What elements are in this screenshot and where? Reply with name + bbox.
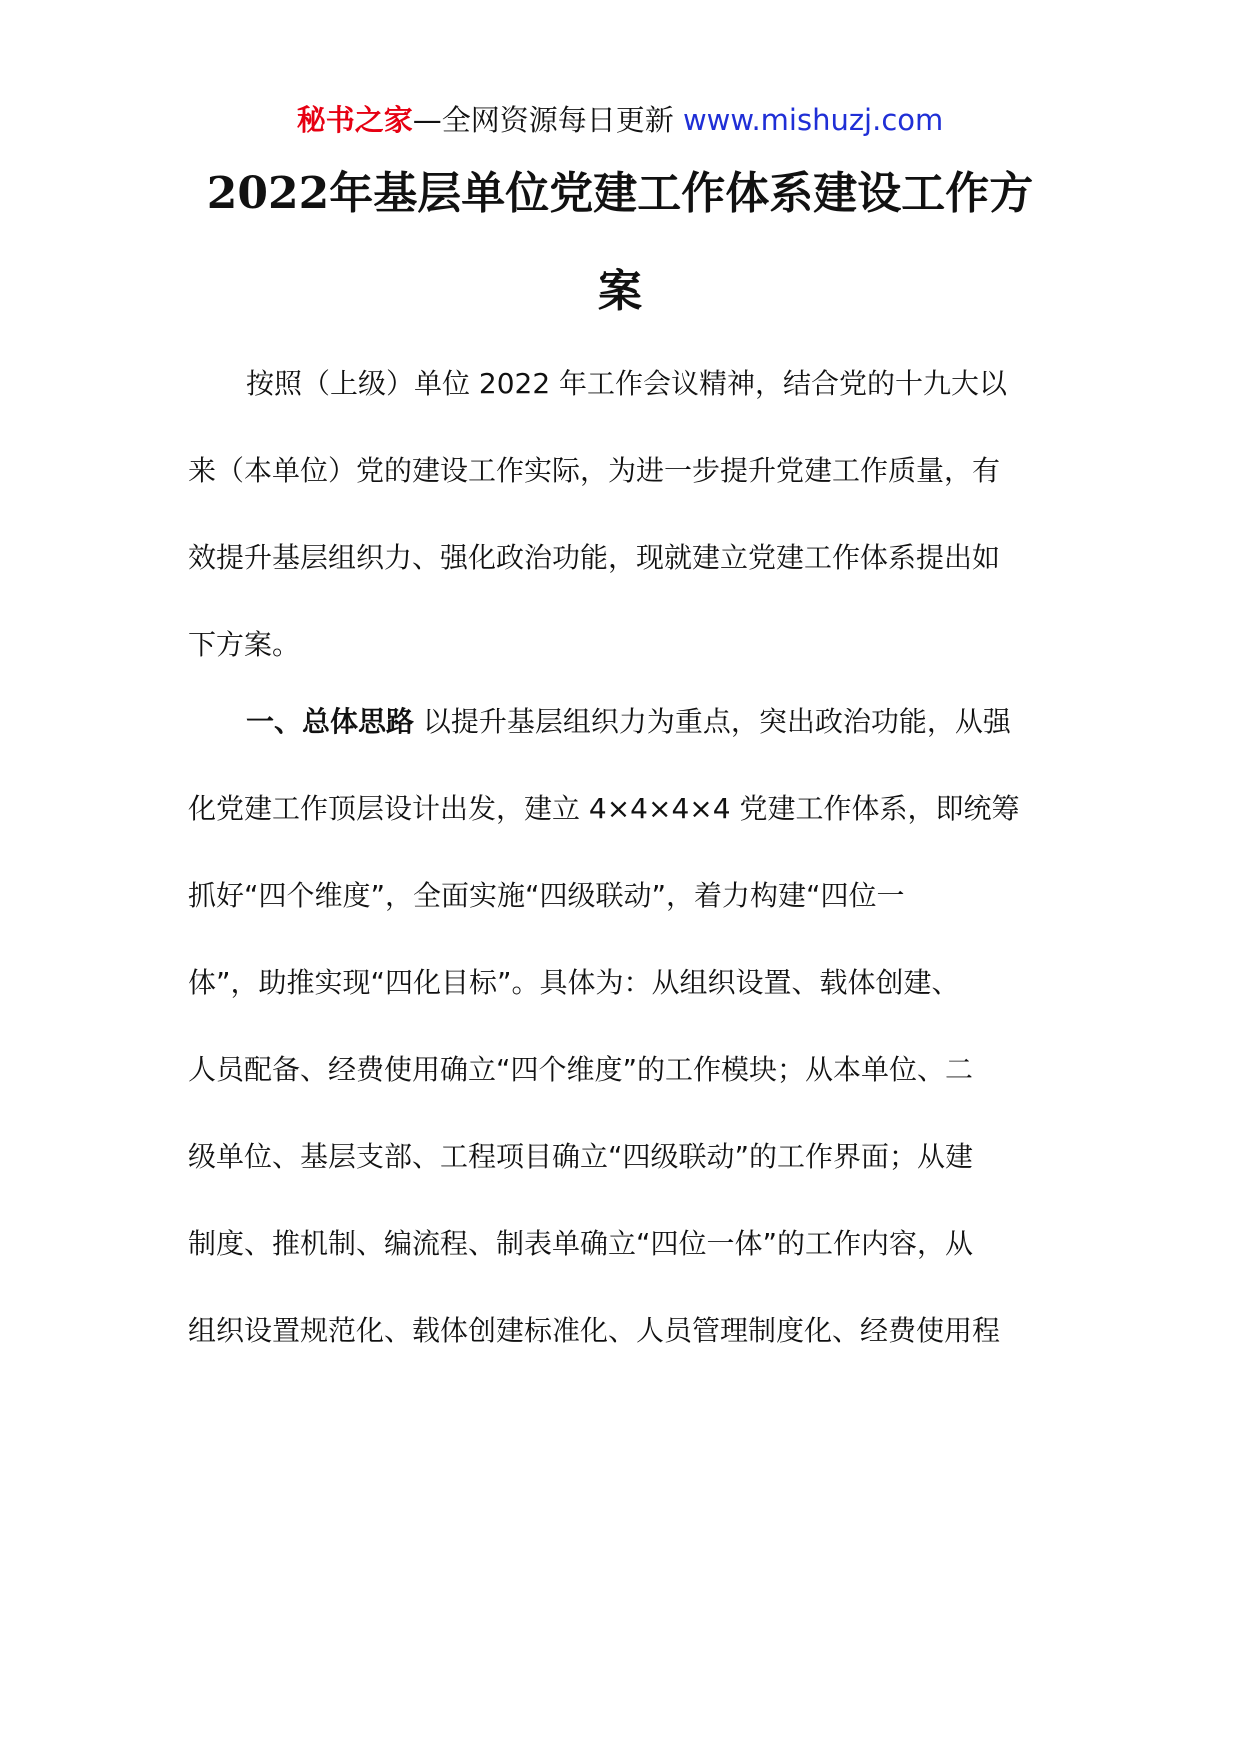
intro-line-2: 来（本单位）党的建设工作实际，为进一步提升党建工作质量，有 (188, 454, 1001, 487)
section1-line-3: 抓好“四个维度”，全面实施“四级联动”，着力构建“四位一 (188, 879, 905, 912)
section1-line-1 (246, 702, 1011, 742)
brand-name: 秘书之家 (296, 103, 413, 137)
document-title-line-1: 2022年基层单位党建工作体系建设工作方 (206, 168, 1034, 219)
section1-line-2: 化党建工作顶层设计出发，建立 4×4×4×4 党建工作体系，即统筹 (188, 792, 1020, 825)
intro-line-3: 效提升基层组织力、强化政治功能，现就建立党建工作体系提出如 (188, 541, 1001, 574)
intro-line-4: 下方案。 (188, 628, 301, 661)
header-tagline: —全网资源每日更新 (412, 103, 683, 137)
intro-line-1: 按照（上级）单位 2022 年工作会议精神，结合党的十九大以 (246, 367, 1008, 400)
section1-line-1-text: 以提升基层组织力为重点，突出政治功能，从强 (414, 705, 1011, 738)
site-url-link[interactable]: www.mishuzj.com (682, 103, 944, 137)
section1-line-8: 组织设置规范化、载体创建标准化、人员管理制度化、经费使用程 (188, 1314, 1001, 1347)
section1-line-5: 人员配备、经费使用确立“四个维度”的工作模块；从本单位、二 (188, 1053, 974, 1086)
section1-line-7: 制度、推机制、编流程、制表单确立“四位一体”的工作内容，从 (188, 1227, 974, 1260)
section1-heading: 一、总体思路 (246, 705, 415, 738)
section1-line-6: 级单位、基层支部、工程项目确立“四级联动”的工作界面；从建 (188, 1140, 974, 1173)
document-title-line-2: 案 (598, 266, 642, 317)
section1-line-4: 体”，助推实现“四化目标”。具体为：从组织设置、载体创建、 (188, 966, 960, 999)
site-header (0, 100, 1240, 140)
